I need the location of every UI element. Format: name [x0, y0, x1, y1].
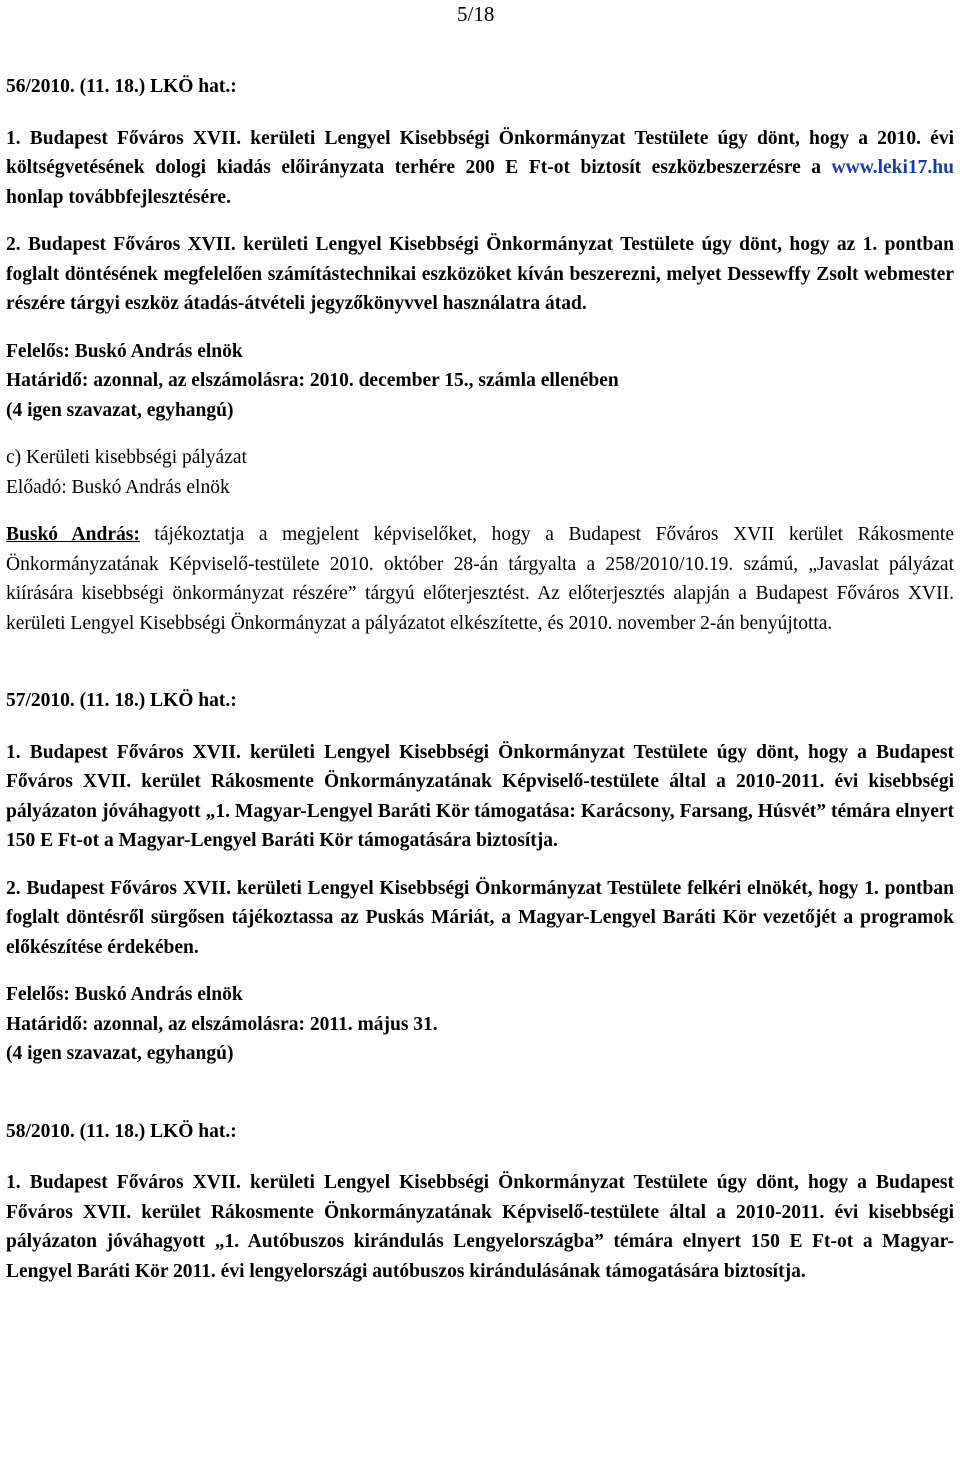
resolution-58-point-1: 1. Budapest Főváros XVII. kerületi Lengyel Kisebbségi Önkormányzat Testülete úgy dönt, hogy a Budapest Főváros XVII. kerület Rákosmente Önkormányzatának Képviselő-testülete által a 2010-2011. évi kisebbségi pályázaton jóváhagyott „1. Autóbuszos kirándulás Lengyelországba” témára elnyert 150 E Ft-ot a Magyar-Lengyel Baráti Kör 2011. évi lengyelországi autóbuszos kirándulásának támogatására biztosítja.	[6, 1172, 954, 1282]
resolution-56-point-1-text: 1. Budapest Főváros XVII. kerületi Lengyel Kisebbségi Önkormányzat Testülete úgy dönt, hogy a 2010. évi költségvetésének dologi kiadás előirányzata terhére 200 E Ft-ot biztosít eszközbeszerzésre a	[6, 127, 954, 178]
resolution-56-heading: 56/2010. (11. 18.) LKÖ hat.:	[6, 76, 237, 97]
resolution-57-point-1: 1. Budapest Főváros XVII. kerületi Lengyel Kisebbségi Önkormányzat Testülete úgy dönt, hogy a Budapest Főváros XVII. kerület Rákosmente Önkormányzatának Képviselő-testülete által a 2010-2011. évi kisebbségi pályázaton jóváhagyott „1. Magyar-Lengyel Baráti Kör támogatása: Karácsony, Farsang, Húsvét” témára elnyert 150 E Ft-ot a Magyar-Lengyel Baráti Kör támogatására biztosítja.	[6, 741, 954, 851]
agenda-c-report-text: tájékoztatja a megjelent képviselőket, hogy a Budapest Főváros XVII kerület Rákosmente Önkormányzatának Képviselő-testülete 2010. október 28-án tárgyalta a 258/2010/10.19. számú, „Javaslat pályázat kiírására kisebbségi önkormányzat részére” tárgyú előterjesztést. Az előterjesztés alapján a Budapest Főváros XVII. kerületi Lengyel Kisebbségi Önkormányzat a pályázatot elkészítette, és 2010. november 2-án benyújtotta.	[6, 524, 954, 634]
resolution-56-responsible: Felelős: Buskó András elnök	[6, 340, 243, 362]
website-link[interactable]: www.leki17.hu	[831, 157, 954, 178]
resolution-57-responsible: Felelős: Buskó András elnök	[6, 984, 243, 1005]
resolution-56-vote: (4 igen szavazat, egyhangú)	[6, 399, 234, 421]
speaker-name: Buskó András:	[6, 524, 140, 545]
document-body	[6, 72, 954, 1286]
agenda-c-presenter: Előadó: Buskó András elnök	[6, 476, 230, 498]
resolution-58-heading: 58/2010. (11. 18.) LKÖ hat.:	[6, 1120, 237, 1142]
resolution-56-point-2: 2. Budapest Főváros XVII. kerületi Lengyel Kisebbségi Önkormányzat Testülete úgy dönt, hogy az 1. pontban foglalt döntésének megfelelően számítástechnikai eszközöket kíván beszerezni, melyet Dessewffy Zsolt webmester részére tárgyi eszköz átadás-átvételi jegyzőkönyvvel használatra átad.	[6, 234, 954, 314]
resolution-56-deadline: Határidő: azonnal, az elszámolásra: 2010. december 15., számla ellenében	[6, 370, 619, 391]
resolution-57-heading: 57/2010. (11. 18.) LKÖ hat.:	[6, 690, 237, 711]
agenda-c-report	[6, 520, 954, 638]
page-number: 5/18	[457, 2, 495, 26]
resolution-56-point-1	[6, 124, 954, 213]
resolution-56-point-1-tail: honlap továbbfejlesztésére.	[6, 186, 231, 208]
agenda-c-title: c) Kerületi kisebbségi pályázat	[6, 447, 247, 468]
resolution-57-point-2: 2. Budapest Főváros XVII. kerületi Lengyel Kisebbségi Önkormányzat Testülete felkéri elnökét, hogy 1. pontban foglalt döntésről sürgősen tájékoztassa az Puskás Máriát, a Magyar-Lengyel Baráti Kör vezetőjét a programok előkészítése érdekében.	[6, 877, 954, 958]
resolution-57-vote: (4 igen szavazat, egyhangú)	[6, 1043, 234, 1064]
resolution-57-deadline: Határidő: azonnal, az elszámolásra: 2011. május 31.	[6, 1013, 438, 1035]
